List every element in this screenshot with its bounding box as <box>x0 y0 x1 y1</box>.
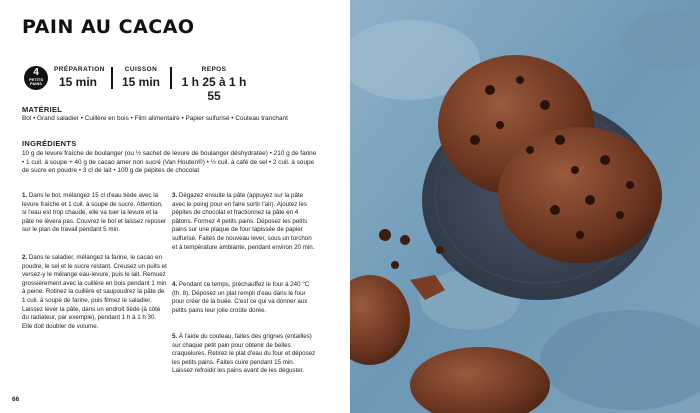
timing-divider <box>170 67 172 89</box>
recipe-title: PAIN AU CACAO <box>22 16 195 38</box>
step-2 <box>22 254 167 331</box>
step-text: Dans le bol, mélangez 15 cl d'eau tiède avec la levure fraîche et 1 cuil. à soupe de sucre. Attention, si l'eau est trop chaude, elle va tuer la levure et la pâte ne lèvera pas. Couvrez le bol et laissez reposer sur le plan de travail pendant 5 min. <box>22 192 167 234</box>
servings-badge <box>24 66 48 90</box>
timing-label: CUISSON <box>124 66 158 73</box>
step-number: 1. <box>22 192 28 199</box>
page-number: 66 <box>12 396 20 403</box>
bread-roll <box>498 127 662 263</box>
materiel-text: Bol • Grand saladier • Cuillère en bois • Film alimentaire • Papier sulfurisé • Couteau tranchant <box>22 115 288 122</box>
servings-unit: PETITS PAINS <box>28 77 43 86</box>
timing-label: PRÉPARATION <box>54 66 105 73</box>
timing-value: 15 min <box>58 75 97 89</box>
timing-cuisson <box>118 66 164 89</box>
timing-repos <box>176 66 252 103</box>
servings-number: 4 <box>33 67 39 78</box>
recipe-photo <box>350 0 700 413</box>
step-text: À l'aide du couteau, faites des grignes (entailles) sur chaque petit pain pour obtenir de belles craquelures. Retirez le plat d'eau du four et déposez les petits pains. Faites cuire pendant 15 min. Laissez refroidir les pains avant de les déguster. <box>172 333 316 375</box>
step-1 <box>22 192 167 235</box>
step-number: 3. <box>172 192 178 199</box>
timing-preparation <box>54 66 105 89</box>
step-5 <box>172 333 317 376</box>
step-text: Dans le saladier, mélangez la farine, le cacao en poudre, le sel et le sucre restant. Creusez un puits et versez-y le mélange eau-levure, puis le lait. Remuez grossièrement avec la cuillère en bois pendant 1 min à peine. Rotinez la cuillère et saupoudrez la pâte de 1 cuil. à soupe de farine, puis filmez le saladier. Laissez lever la pâte, dans un endroit tiède (à côté du radiateur, par exemple), pendant 1 h à 1 h 30. Elle doit doubler de volume. <box>22 254 167 330</box>
step-3 <box>172 192 317 252</box>
step-text: Dégazez ensuite la pâte (appuyez sur la pâte avec le poing pour en faire sortir l'air). Ajoutez les pépites de chocolat et fractionnez la pâte en 4 pâtons. Formez 4 petits pains. Déposez les petits pains sur une plaque de four tapissée de papier sulfurisé. Faites de nouveau lever, sous un torchon et à température ambiante, pendant environ 20 min. <box>172 192 315 251</box>
step-text: Pendant ce temps, préchauffez le four à 240 °C (th. 8). Déposez un plat rempli d'eau dans le four pour créer de la buée. C'est ce qui va donner aux petits pains leur jolie croûte dorée. <box>172 281 310 314</box>
timing-divider <box>111 67 113 89</box>
step-number: 5. <box>172 333 178 340</box>
ingredients-text: 10 g de levure fraîche de boulanger (ou ½ sachet de levure de boulanger déshydratée) • 210 g de farine • 1 cuil. à soupe + 40 g de cacao amer non sucré (Van Houten®) • ½ cuil. à café de sel • 2 cuil. à soupe de sucre en poudre • 3 cl de lait • 100 g de pépites de chocolat <box>22 150 317 175</box>
step-number: 4. <box>172 281 178 288</box>
timing-label: REPOS <box>201 66 227 73</box>
materiel-heading: MATÉRIEL <box>22 105 63 114</box>
step-number: 2. <box>22 254 28 261</box>
cocoa-bread-photo <box>350 0 700 413</box>
ingredients-heading: INGRÉDIENTS <box>22 139 77 148</box>
timing-value: 15 min <box>121 75 160 89</box>
step-4 <box>172 281 317 315</box>
timing-value: 1 h 25 à 1 h 55 <box>181 75 247 103</box>
